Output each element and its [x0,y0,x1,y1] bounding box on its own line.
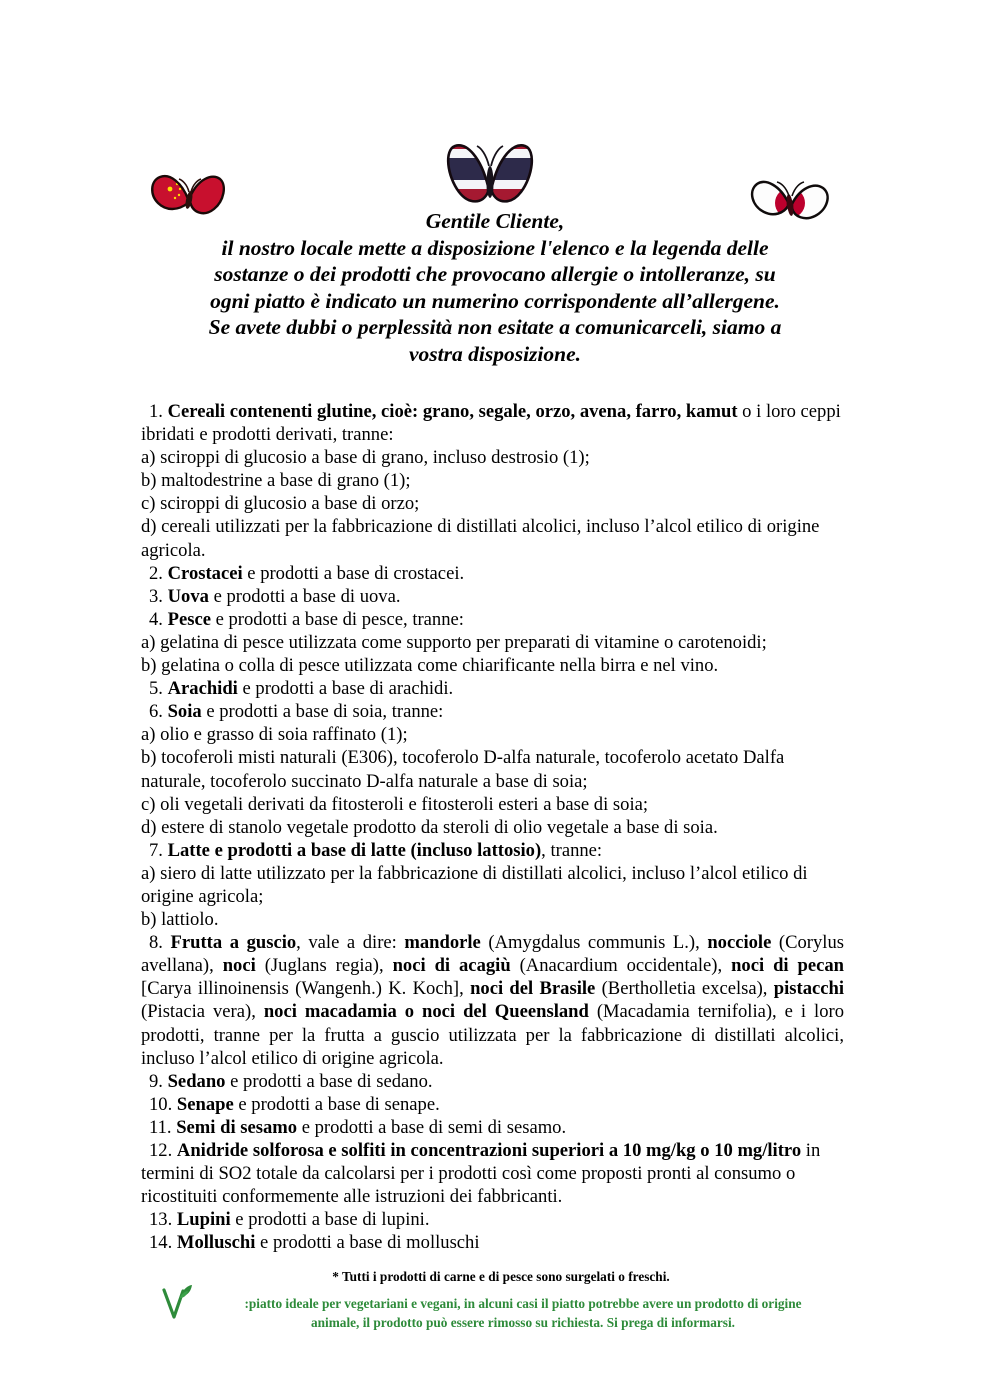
item-13-number: 13. [149,1209,177,1231]
frozen-products-note: * Tutti i prodotti di carne e di pesce sono surgelati o freschi. [332,1269,670,1284]
item-8-text-8: (Pistacia vera), [141,1001,264,1023]
allergen-item-4b: b) gelatina o colla di pesce utilizzata come chiarificante nella birra e nel vino. [141,655,719,677]
item-8-number: 8. [149,932,171,954]
item-6-text: e prodotti a base di soia, tranne: [201,701,444,723]
item-4-bold-term: Pesce [167,608,211,630]
allergen-item-6d: d) estere di stanolo vegetale prodotto da steroli di olio vegetale a base di soia. [141,816,718,838]
allergen-item-1 [141,400,844,446]
title-line-3: sostanze o dei prodotti che provocano allergie o intolleranze, su [214,262,776,286]
item-8-text-7: (Bertholletia excelsa), [595,978,774,1000]
item-2-bold-term: Crostacei [167,562,243,584]
item-4-number: 4. [149,608,168,630]
item-11-text: e prodotti a base di semi di sesamo. [297,1116,567,1138]
item-3-bold-term: Uova [167,585,209,607]
item-14-text: e prodotti a base di molluschi [255,1232,480,1254]
allergen-item-7 [141,839,844,862]
allergen-item-5 [141,677,844,700]
title-line-1: Gentile Cliente, [425,209,565,233]
item-8-bold-term-1: Frutta a guscio [170,932,297,954]
allergen-list [141,400,844,1254]
title-line-6: vostra disposizione. [408,341,582,366]
item-8-bold-term-2: mandorle [404,932,481,954]
allergen-item-9 [141,1070,844,1093]
allergen-item-14 [141,1231,844,1254]
allergen-item-4 [141,608,844,631]
item-11-bold-term: Semi di sesamo [176,1116,298,1138]
vegetarian-legend-text [141,1294,847,1332]
item-1-text: o i loro ceppi ibridati e prodotti derivati, tranne: [141,401,841,446]
butterfly-thailand-flag-icon [443,136,536,214]
allergen-item-10 [141,1093,844,1116]
item-10-text: e prodotti a base di senape. [233,1093,440,1115]
item-5-number: 5. [149,678,168,700]
vegetarian-leaf-icon [159,1284,193,1324]
item-4-text: e prodotti a base di pesce, tranne: [210,608,464,630]
title-line-4: ogni piatto è indicato un numerino corrispondente all’allergene. [210,288,780,313]
item-5-text: e prodotti a base di arachidi. [237,678,454,700]
title-line-5: Se avete dubbi o perplessità non esitate a comunicarceli, siamo a [208,315,782,339]
allergen-item-1b: b) maltodestrine a base di grano (1); [141,470,411,492]
item-12-bold-term: Anidride solforosa e solfiti in concentrazioni superiori a 10 mg/kg o 10 mg/litro [176,1140,802,1161]
item-1-bold-term: Cereali contenenti glutine, cioè: grano, segale, orzo, avena, farro, kamut [167,401,738,422]
allergen-item-1d: d) cereali utilizzati per la fabbricazione di distillati alcolici, incluso l’alcol etilico di origine agricola. [141,516,820,561]
item-3-text: e prodotti a base di uova. [208,585,401,607]
item-5-bold-term: Arachidi [167,678,238,700]
item-7-number: 7. [149,839,168,861]
allergen-item-6b: b) tocoferoli misti naturali (E306), tocoferolo D-alfa naturale, tocoferolo acetato Dalfa naturale, tocoferolo succinato D-alfa naturale a base di soia; [141,747,785,792]
item-11-number: 11. [149,1116,177,1138]
allergen-item-13 [141,1208,844,1231]
allergen-item-2 [141,562,844,585]
item-8-bold-term-3: nocciole [707,932,772,954]
item-9-text: e prodotti a base di sedano. [225,1070,433,1092]
allergen-item-12 [141,1139,844,1208]
item-13-bold-term: Lupini [176,1209,231,1231]
veg-legend-line-2: animale, il prodotto può essere rimosso su richiesta. Si prega di informarsi. [310,1315,736,1330]
item-9-number: 9. [149,1070,168,1092]
item-8-bold-term-7: noci del Brasile [470,978,596,1000]
item-7-text: , tranne: [541,839,603,861]
allergen-item-3 [141,585,844,608]
title-line-2: il nostro locale mette a disposizione l'elenco e la legenda delle [221,235,769,260]
item-3-number: 3. [149,585,168,607]
item-10-number: 10. [149,1093,177,1115]
allergen-item-11 [141,1116,844,1139]
allergen-item-6 [141,700,844,723]
item-12-number: 12. [149,1140,177,1161]
item-6-bold-term: Soia [167,701,202,723]
item-8-text-1: , vale a dire: [296,932,405,954]
item-2-number: 2. [149,562,168,584]
item-8-bold-term-6: noci di pecan [731,955,844,977]
allergen-item-7b: b) lattiolo. [141,909,219,931]
allergen-item-1c: c) sciroppi di glucosio a base di orzo; [141,493,420,515]
veg-legend-line-1: :piatto ideale per vegetariani e vegani, in alcuni casi il piatto potrebbe avere un prodotto di origine [244,1296,802,1311]
item-8-text-9: (Macadamia ternifolia), e i loro prodotti, tranne per la frutta a guscio utilizzata per la fabbricazione di distillati alcolici, incluso l’alcol etilico di origine agricola. [141,1001,844,1069]
allergen-item-7a: a) siero di latte utilizzato per la fabbricazione di distillati alcolici, incluso l’alcol etilico di origine agricola; [141,862,808,907]
allergen-item-4a: a) gelatina di pesce utilizzata come supporto per preparati di vitamine o carotenoidi; [141,631,767,653]
item-2-text: e prodotti a base di crostacei. [242,562,465,584]
item-13-text: e prodotti a base di lupini. [230,1209,430,1231]
item-8-bold-term-5: noci di acagiù [392,955,511,977]
item-1-number: 1. [149,401,168,422]
item-10-bold-term: Senape [176,1093,234,1115]
item-8-bold-term-8: pistacchi [773,978,845,1000]
item-12-text: in termini di SO2 totale da calcolarsi per i prodotti così come proposti pronti al consumo o ricostituiti conformemente alle istruzioni dei fabbricanti. [141,1140,821,1208]
item-14-number: 14. [149,1232,177,1254]
item-8-bold-term-9: noci macadamia o noci del Queensland [263,1001,589,1023]
allergen-item-6c: c) oli vegetali derivati da fitosteroli e fitosteroli esteri a base di soia; [141,793,649,815]
item-9-bold-term: Sedano [167,1070,226,1092]
item-8-text-5: (Anacardium occidentale), [510,955,732,977]
allergen-item-8 [141,931,844,1070]
allergen-item-1a: a) sciroppi di glucosio a base di grano, incluso destrosio (1); [141,447,590,469]
item-8-bold-term-4: noci [222,955,256,977]
item-8-text-6: [Carya illinoinensis (Wangenh.) K. Koch], [141,978,471,1000]
greeting-title-block [150,208,840,367]
vegetarian-legend-row [141,1294,847,1332]
item-8-text-2: (Amygdalus communis L.), [480,932,708,954]
item-6-number: 6. [149,701,168,723]
item-8-text-4: (Juglans regia), [255,955,393,977]
document-footer [141,1268,847,1332]
allergen-item-6a: a) olio e grasso di soia raffinato (1); [141,724,408,746]
item-8-text-3: (Corylus avellana), [141,932,844,977]
item-7-bold-term: Latte e prodotti a base di latte (incluso lattosio) [167,839,542,861]
item-14-bold-term: Molluschi [176,1232,256,1254]
